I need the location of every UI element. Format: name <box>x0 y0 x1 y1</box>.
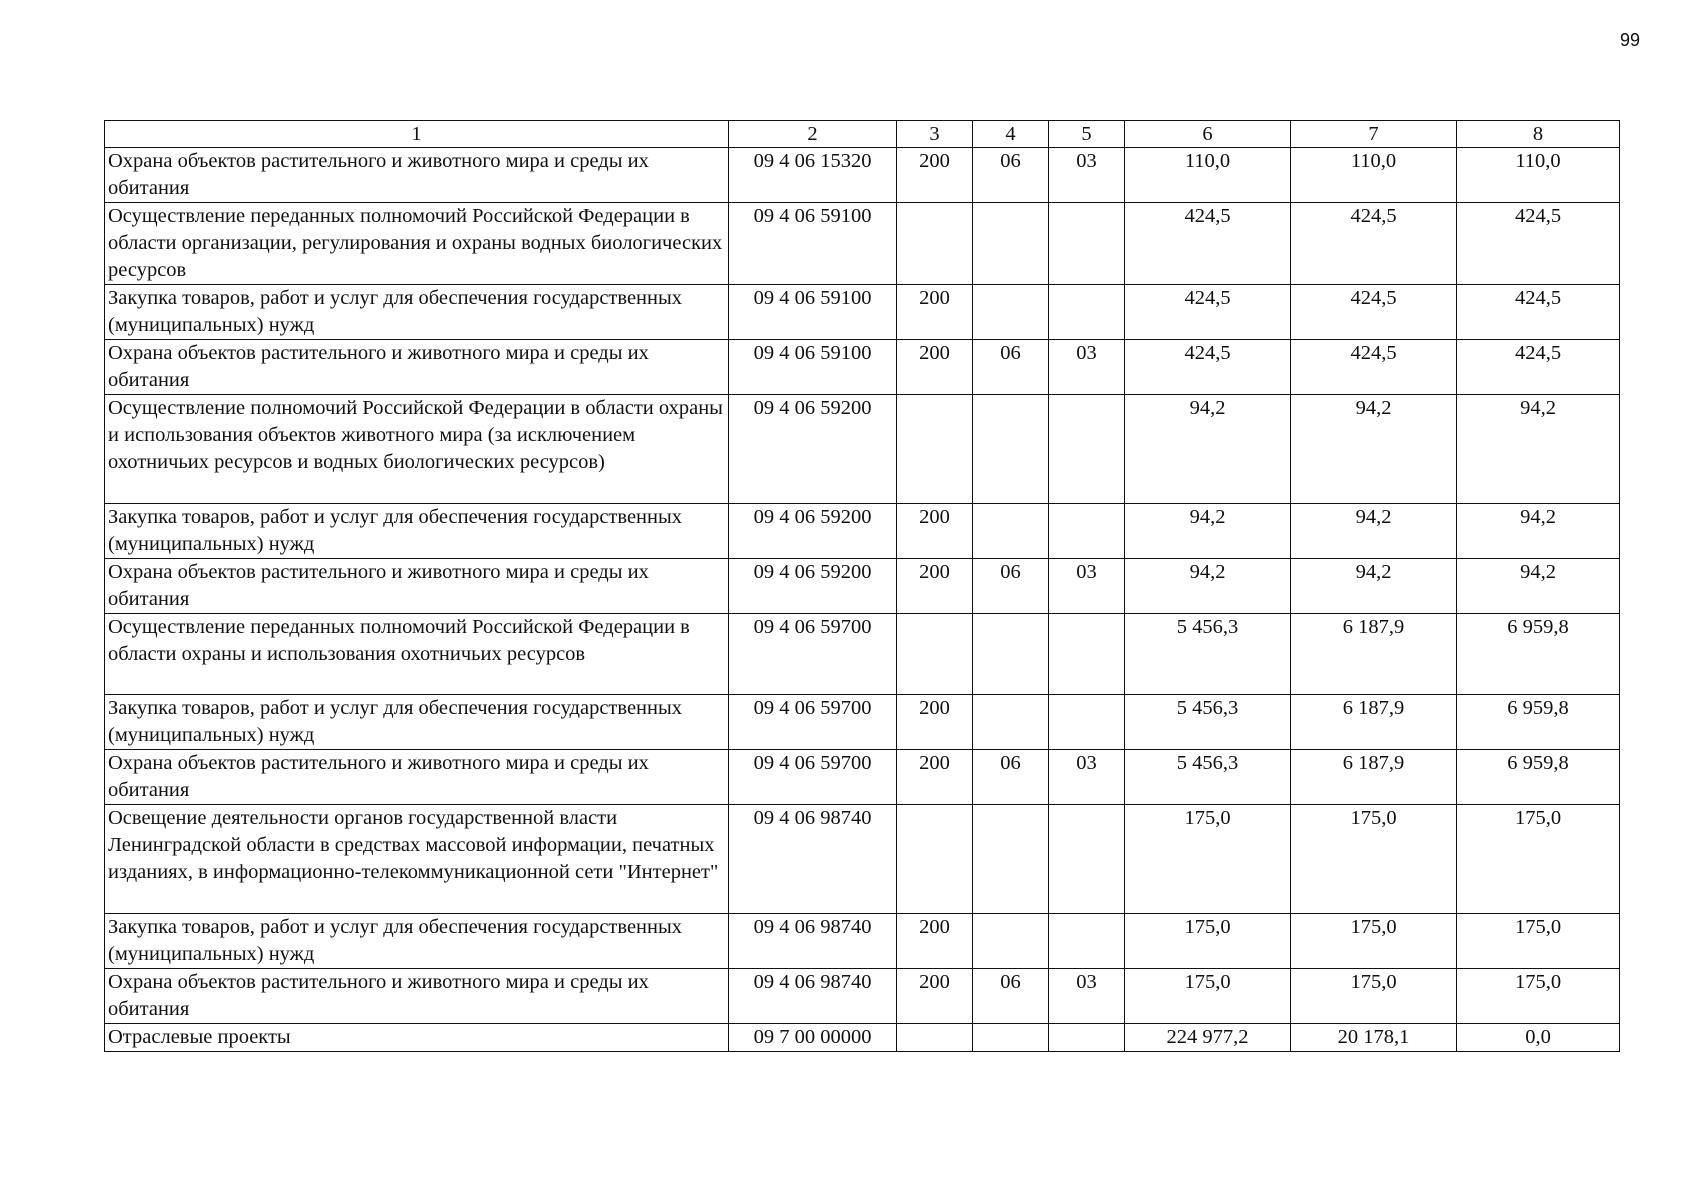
expense-type-code: 200 <box>897 969 973 1024</box>
table-row <box>105 285 1620 340</box>
section-code <box>973 504 1049 559</box>
amount-col-7: 175,0 <box>1291 805 1457 914</box>
column-header-7: 7 <box>1291 121 1457 148</box>
amount-col-8: 0,0 <box>1457 1024 1620 1052</box>
row-name: Осуществление переданных полномочий Российской Федерации в области охраны и использования охотничьих ресурсов <box>105 614 729 695</box>
amount-col-7: 424,5 <box>1291 285 1457 340</box>
amount-col-7: 110,0 <box>1291 148 1457 203</box>
table-row <box>105 395 1620 504</box>
row-name: Осуществление переданных полномочий Российской Федерации в области организации, регулирования и охраны водных биологических ресурсов <box>105 203 729 285</box>
table-row <box>105 914 1620 969</box>
table-row <box>105 340 1620 395</box>
row-name: Закупка товаров, работ и услуг для обеспечения государственных (муниципальных) нужд <box>105 914 729 969</box>
expense-type-code: 200 <box>897 695 973 750</box>
amount-col-7: 6 187,9 <box>1291 750 1457 805</box>
expense-type-code <box>897 203 973 285</box>
amount-col-8: 94,2 <box>1457 559 1620 614</box>
section-code <box>973 914 1049 969</box>
amount-col-7: 94,2 <box>1291 559 1457 614</box>
header-row <box>105 121 1620 148</box>
subsection-code <box>1049 395 1125 504</box>
row-name: Отраслевые проекты <box>105 1024 729 1052</box>
subsection-code: 03 <box>1049 148 1125 203</box>
amount-col-7: 20 178,1 <box>1291 1024 1457 1052</box>
amount-col-8: 175,0 <box>1457 805 1620 914</box>
expense-type-code: 200 <box>897 148 973 203</box>
amount-col-8: 94,2 <box>1457 504 1620 559</box>
section-code: 06 <box>973 969 1049 1024</box>
expense-type-code <box>897 1024 973 1052</box>
subsection-code: 03 <box>1049 969 1125 1024</box>
amount-col-8: 424,5 <box>1457 340 1620 395</box>
expense-type-code <box>897 614 973 695</box>
target-article-code: 09 4 06 15320 <box>729 148 897 203</box>
amount-col-6: 110,0 <box>1125 148 1291 203</box>
target-article-code: 09 4 06 98740 <box>729 805 897 914</box>
amount-col-6: 5 456,3 <box>1125 750 1291 805</box>
table-row <box>105 750 1620 805</box>
subsection-code: 03 <box>1049 750 1125 805</box>
subsection-code: 03 <box>1049 559 1125 614</box>
amount-col-6: 94,2 <box>1125 395 1291 504</box>
section-code <box>973 1024 1049 1052</box>
amount-col-6: 94,2 <box>1125 559 1291 614</box>
amount-col-8: 6 959,8 <box>1457 695 1620 750</box>
subsection-code <box>1049 1024 1125 1052</box>
section-code: 06 <box>973 750 1049 805</box>
amount-col-7: 175,0 <box>1291 914 1457 969</box>
table-row <box>105 504 1620 559</box>
amount-col-8: 110,0 <box>1457 148 1620 203</box>
target-article-code: 09 7 00 00000 <box>729 1024 897 1052</box>
target-article-code: 09 4 06 59100 <box>729 285 897 340</box>
amount-col-8: 6 959,8 <box>1457 614 1620 695</box>
expense-type-code: 200 <box>897 914 973 969</box>
amount-col-7: 6 187,9 <box>1291 695 1457 750</box>
column-header-6: 6 <box>1125 121 1291 148</box>
amount-col-7: 6 187,9 <box>1291 614 1457 695</box>
subsection-code: 03 <box>1049 340 1125 395</box>
amount-col-8: 424,5 <box>1457 285 1620 340</box>
column-header-4: 4 <box>973 121 1049 148</box>
table-row <box>105 614 1620 695</box>
expense-type-code: 200 <box>897 559 973 614</box>
subsection-code <box>1049 203 1125 285</box>
row-name: Охрана объектов растительного и животного мира и среды их обитания <box>105 559 729 614</box>
expense-type-code: 200 <box>897 285 973 340</box>
expense-type-code: 200 <box>897 504 973 559</box>
amount-col-8: 6 959,8 <box>1457 750 1620 805</box>
table-row <box>105 203 1620 285</box>
amount-col-8: 175,0 <box>1457 914 1620 969</box>
target-article-code: 09 4 06 59100 <box>729 340 897 395</box>
table-row <box>105 559 1620 614</box>
table-row <box>105 969 1620 1024</box>
amount-col-6: 424,5 <box>1125 340 1291 395</box>
target-article-code: 09 4 06 59700 <box>729 695 897 750</box>
amount-col-6: 175,0 <box>1125 805 1291 914</box>
row-name: Закупка товаров, работ и услуг для обеспечения государственных (муниципальных) нужд <box>105 285 729 340</box>
target-article-code: 09 4 06 59200 <box>729 559 897 614</box>
subsection-code <box>1049 285 1125 340</box>
table-row <box>105 148 1620 203</box>
amount-col-6: 175,0 <box>1125 914 1291 969</box>
budget-table <box>104 120 1620 1052</box>
target-article-code: 09 4 06 59700 <box>729 750 897 805</box>
amount-col-6: 224 977,2 <box>1125 1024 1291 1052</box>
section-code <box>973 695 1049 750</box>
section-code: 06 <box>973 340 1049 395</box>
subsection-code <box>1049 914 1125 969</box>
target-article-code: 09 4 06 59200 <box>729 395 897 504</box>
row-name: Охрана объектов растительного и животного мира и среды их обитания <box>105 340 729 395</box>
row-name: Охрана объектов растительного и животного мира и среды их обитания <box>105 148 729 203</box>
row-name: Освещение деятельности органов государственной власти Ленинградской области в средствах массовой информации, печатных изданиях, в информационно-телекоммуникационной сети "Интернет" <box>105 805 729 914</box>
row-name: Охрана объектов растительного и животного мира и среды их обитания <box>105 750 729 805</box>
expense-type-code <box>897 395 973 504</box>
amount-col-6: 175,0 <box>1125 969 1291 1024</box>
amount-col-6: 5 456,3 <box>1125 695 1291 750</box>
subsection-code <box>1049 614 1125 695</box>
amount-col-7: 424,5 <box>1291 203 1457 285</box>
column-header-5: 5 <box>1049 121 1125 148</box>
row-name: Охрана объектов растительного и животного мира и среды их обитания <box>105 969 729 1024</box>
subsection-code <box>1049 805 1125 914</box>
amount-col-8: 175,0 <box>1457 969 1620 1024</box>
row-name: Закупка товаров, работ и услуг для обеспечения государственных (муниципальных) нужд <box>105 504 729 559</box>
amount-col-7: 94,2 <box>1291 504 1457 559</box>
amount-col-6: 94,2 <box>1125 504 1291 559</box>
subsection-code <box>1049 695 1125 750</box>
section-code <box>973 614 1049 695</box>
table-row <box>105 805 1620 914</box>
amount-col-7: 94,2 <box>1291 395 1457 504</box>
section-code <box>973 285 1049 340</box>
column-header-3: 3 <box>897 121 973 148</box>
section-code <box>973 203 1049 285</box>
amount-col-6: 424,5 <box>1125 285 1291 340</box>
expense-type-code: 200 <box>897 750 973 805</box>
section-code <box>973 395 1049 504</box>
amount-col-6: 424,5 <box>1125 203 1291 285</box>
expense-type-code: 200 <box>897 340 973 395</box>
table-row <box>105 1024 1620 1052</box>
amount-col-7: 175,0 <box>1291 969 1457 1024</box>
target-article-code: 09 4 06 59200 <box>729 504 897 559</box>
column-header-8: 8 <box>1457 121 1620 148</box>
target-article-code: 09 4 06 98740 <box>729 969 897 1024</box>
column-header-1: 1 <box>105 121 729 148</box>
page-number: 99 <box>1619 30 1640 50</box>
row-name: Осуществление полномочий Российской Федерации в области охраны и использования объектов животного мира (за исключением охотничьих ресурсов и водных биологических ресурсов) <box>105 395 729 504</box>
section-code <box>973 805 1049 914</box>
target-article-code: 09 4 06 59100 <box>729 203 897 285</box>
table-row <box>105 695 1620 750</box>
amount-col-8: 94,2 <box>1457 395 1620 504</box>
target-article-code: 09 4 06 98740 <box>729 914 897 969</box>
amount-col-6: 5 456,3 <box>1125 614 1291 695</box>
row-name: Закупка товаров, работ и услуг для обеспечения государственных (муниципальных) нужд <box>105 695 729 750</box>
section-code: 06 <box>973 559 1049 614</box>
target-article-code: 09 4 06 59700 <box>729 614 897 695</box>
expense-type-code <box>897 805 973 914</box>
subsection-code <box>1049 504 1125 559</box>
column-header-2: 2 <box>729 121 897 148</box>
amount-col-7: 424,5 <box>1291 340 1457 395</box>
section-code: 06 <box>973 148 1049 203</box>
amount-col-8: 424,5 <box>1457 203 1620 285</box>
